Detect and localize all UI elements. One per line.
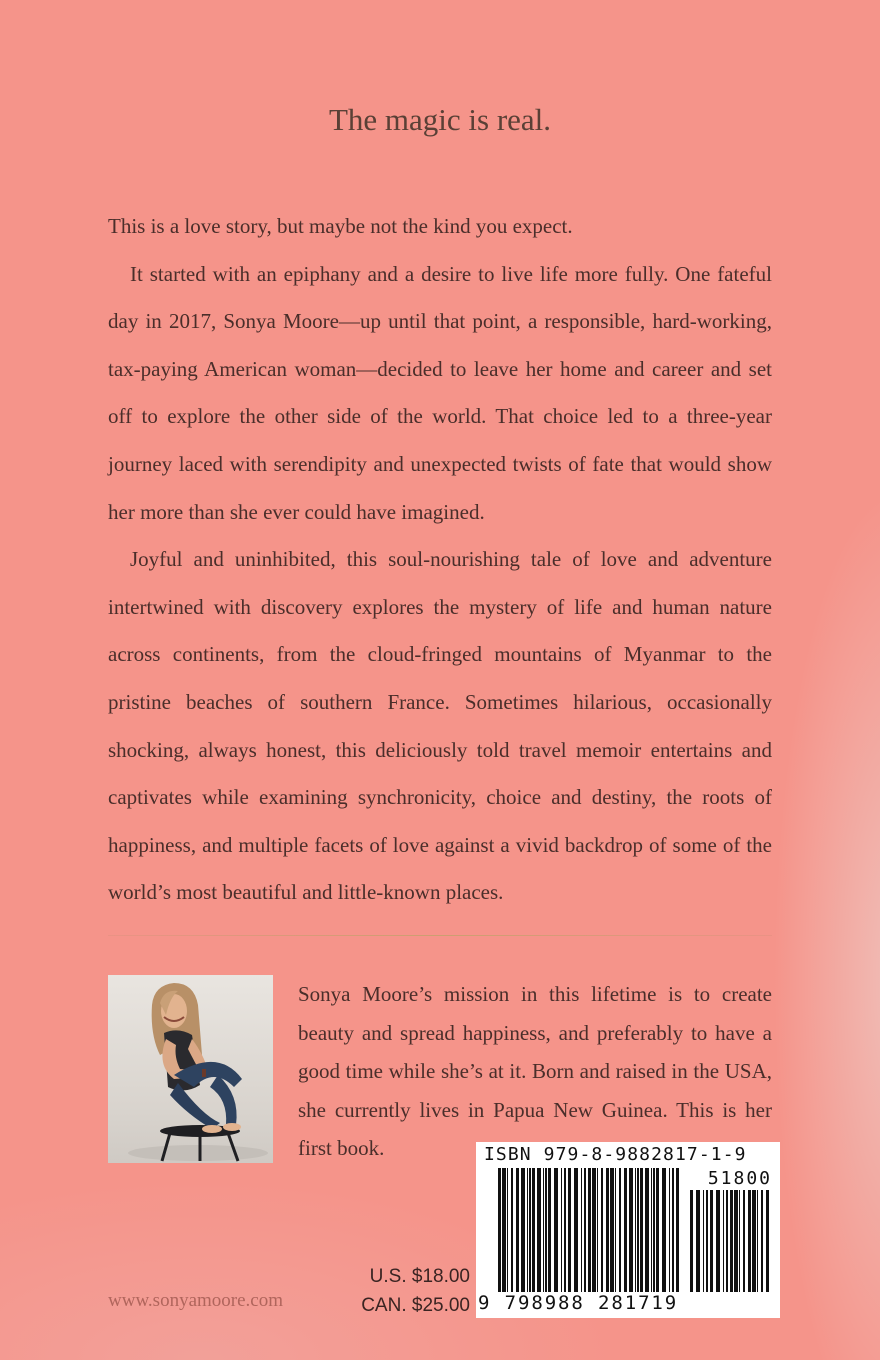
author-bio: Sonya Moore’s mission in this lifetime is to create beauty and spread happiness, and preferably to have a good time while she’s at it. Born and raised in the USA, she currently lives in Papua New Guinea. This is her first book. [298, 982, 772, 1160]
barcode-bar [640, 1168, 643, 1292]
barcode-bar [743, 1190, 745, 1292]
barcode-bar [498, 1168, 501, 1292]
barcode-bar [507, 1168, 508, 1292]
barcode-bar [696, 1190, 700, 1292]
barcode-bar [653, 1168, 655, 1292]
barcode-bar [635, 1168, 636, 1292]
barcode-bar [564, 1168, 566, 1292]
barcode-bar [610, 1168, 614, 1292]
blurb-paragraph-2: It started with an epiphany and a desire to live life more fully. One fateful day in 2017, Sonya Moore—up until that point, a responsible, hard-working, tax-paying American woman—decided to leave her home and career and set off to explore the other side of the world. That choice led to a three-year journey laced with serendipity and unexpected twists of fate that would show her more than she ever could have imagined. [108, 261, 772, 524]
barcode-bar [511, 1168, 513, 1292]
barcode-bar [662, 1168, 666, 1292]
barcode-bar [706, 1190, 708, 1292]
barcode-bar [584, 1168, 586, 1292]
barcode-bar [588, 1168, 591, 1292]
barcode-bar [615, 1168, 616, 1292]
section-divider [108, 935, 772, 936]
price-can: CAN. $25.00 [361, 1295, 470, 1316]
barcode-bar [757, 1190, 758, 1292]
barcode-bar [554, 1168, 558, 1292]
barcode-bar [619, 1168, 621, 1292]
barcode-bar [516, 1168, 519, 1292]
barcode-bar [716, 1190, 720, 1292]
barcode-bar [532, 1168, 535, 1292]
barcode-bar [502, 1168, 506, 1292]
isbn-label: ISBN 979-8-9882817-1-9 [484, 1144, 747, 1165]
blurb-paragraph-3: Joyful and uninhibited, this soul-nourishing tale of love and adventure intertwined with discovery explores the mystery of life and human nature across continents, from the cloud-fringed mountains of Myanmar to the pristine beaches of southern France. Sometimes hilarious, occasionally shocking, always honest, this deliciously told travel memoir entertains and captivates while examining synchronicity, choice and destiny, the roots of happiness, and multiple facets of love against a vivid backdrop of some of the world’s most beautiful and little-known places. [108, 547, 772, 905]
barcode-bar [734, 1190, 738, 1292]
barcode-bar [645, 1168, 649, 1292]
barcode-bar [730, 1190, 733, 1292]
barcode-bar [637, 1168, 639, 1292]
barcode-bar [676, 1168, 679, 1292]
price-block [356, 1262, 470, 1320]
barcode-bar [761, 1190, 763, 1292]
isbn-barcode [476, 1142, 780, 1318]
barcode-bar [601, 1168, 603, 1292]
barcode-bar [606, 1168, 609, 1292]
blurb-paragraph-1: This is a love story, but maybe not the kind you expect. [108, 214, 573, 238]
book-blurb [108, 203, 772, 917]
barcode-bar [521, 1168, 525, 1292]
barcode-bar [545, 1168, 547, 1292]
price-us: U.S. $18.00 [369, 1266, 470, 1287]
barcode-bar [723, 1190, 724, 1292]
website-url: www.sonyamoore.com [108, 1290, 284, 1311]
barcode-bar [561, 1168, 562, 1292]
barcode-bar [710, 1190, 713, 1292]
barcode-bar [651, 1168, 652, 1292]
barcode-bar [537, 1168, 541, 1292]
author-photo [108, 975, 273, 1163]
price-code: 51800 [707, 1168, 772, 1189]
ean-digits: 9 798988 281719 [478, 1292, 679, 1314]
barcode-bar [568, 1168, 571, 1292]
barcode-bar [592, 1168, 596, 1292]
barcode-bar [656, 1168, 659, 1292]
barcode-bar [624, 1168, 627, 1292]
barcode-bar [669, 1168, 670, 1292]
barcode-bar [703, 1190, 704, 1292]
barcode-bar [527, 1168, 528, 1292]
barcode-bar [543, 1168, 544, 1292]
barcode-bar [726, 1190, 728, 1292]
barcode-bar [629, 1168, 633, 1292]
barcode-bar [529, 1168, 531, 1292]
barcode-bar [766, 1190, 769, 1292]
barcode-bar [739, 1190, 740, 1292]
barcode-bar [581, 1168, 582, 1292]
barcode-bar [597, 1168, 598, 1292]
barcode-bar [574, 1168, 578, 1292]
barcode-bar [752, 1190, 756, 1292]
barcode-bar [748, 1190, 751, 1292]
barcode-bar [672, 1168, 674, 1292]
barcode-bar [690, 1190, 693, 1292]
barcode-bar [548, 1168, 551, 1292]
tagline: The magic is real. [328, 102, 552, 137]
